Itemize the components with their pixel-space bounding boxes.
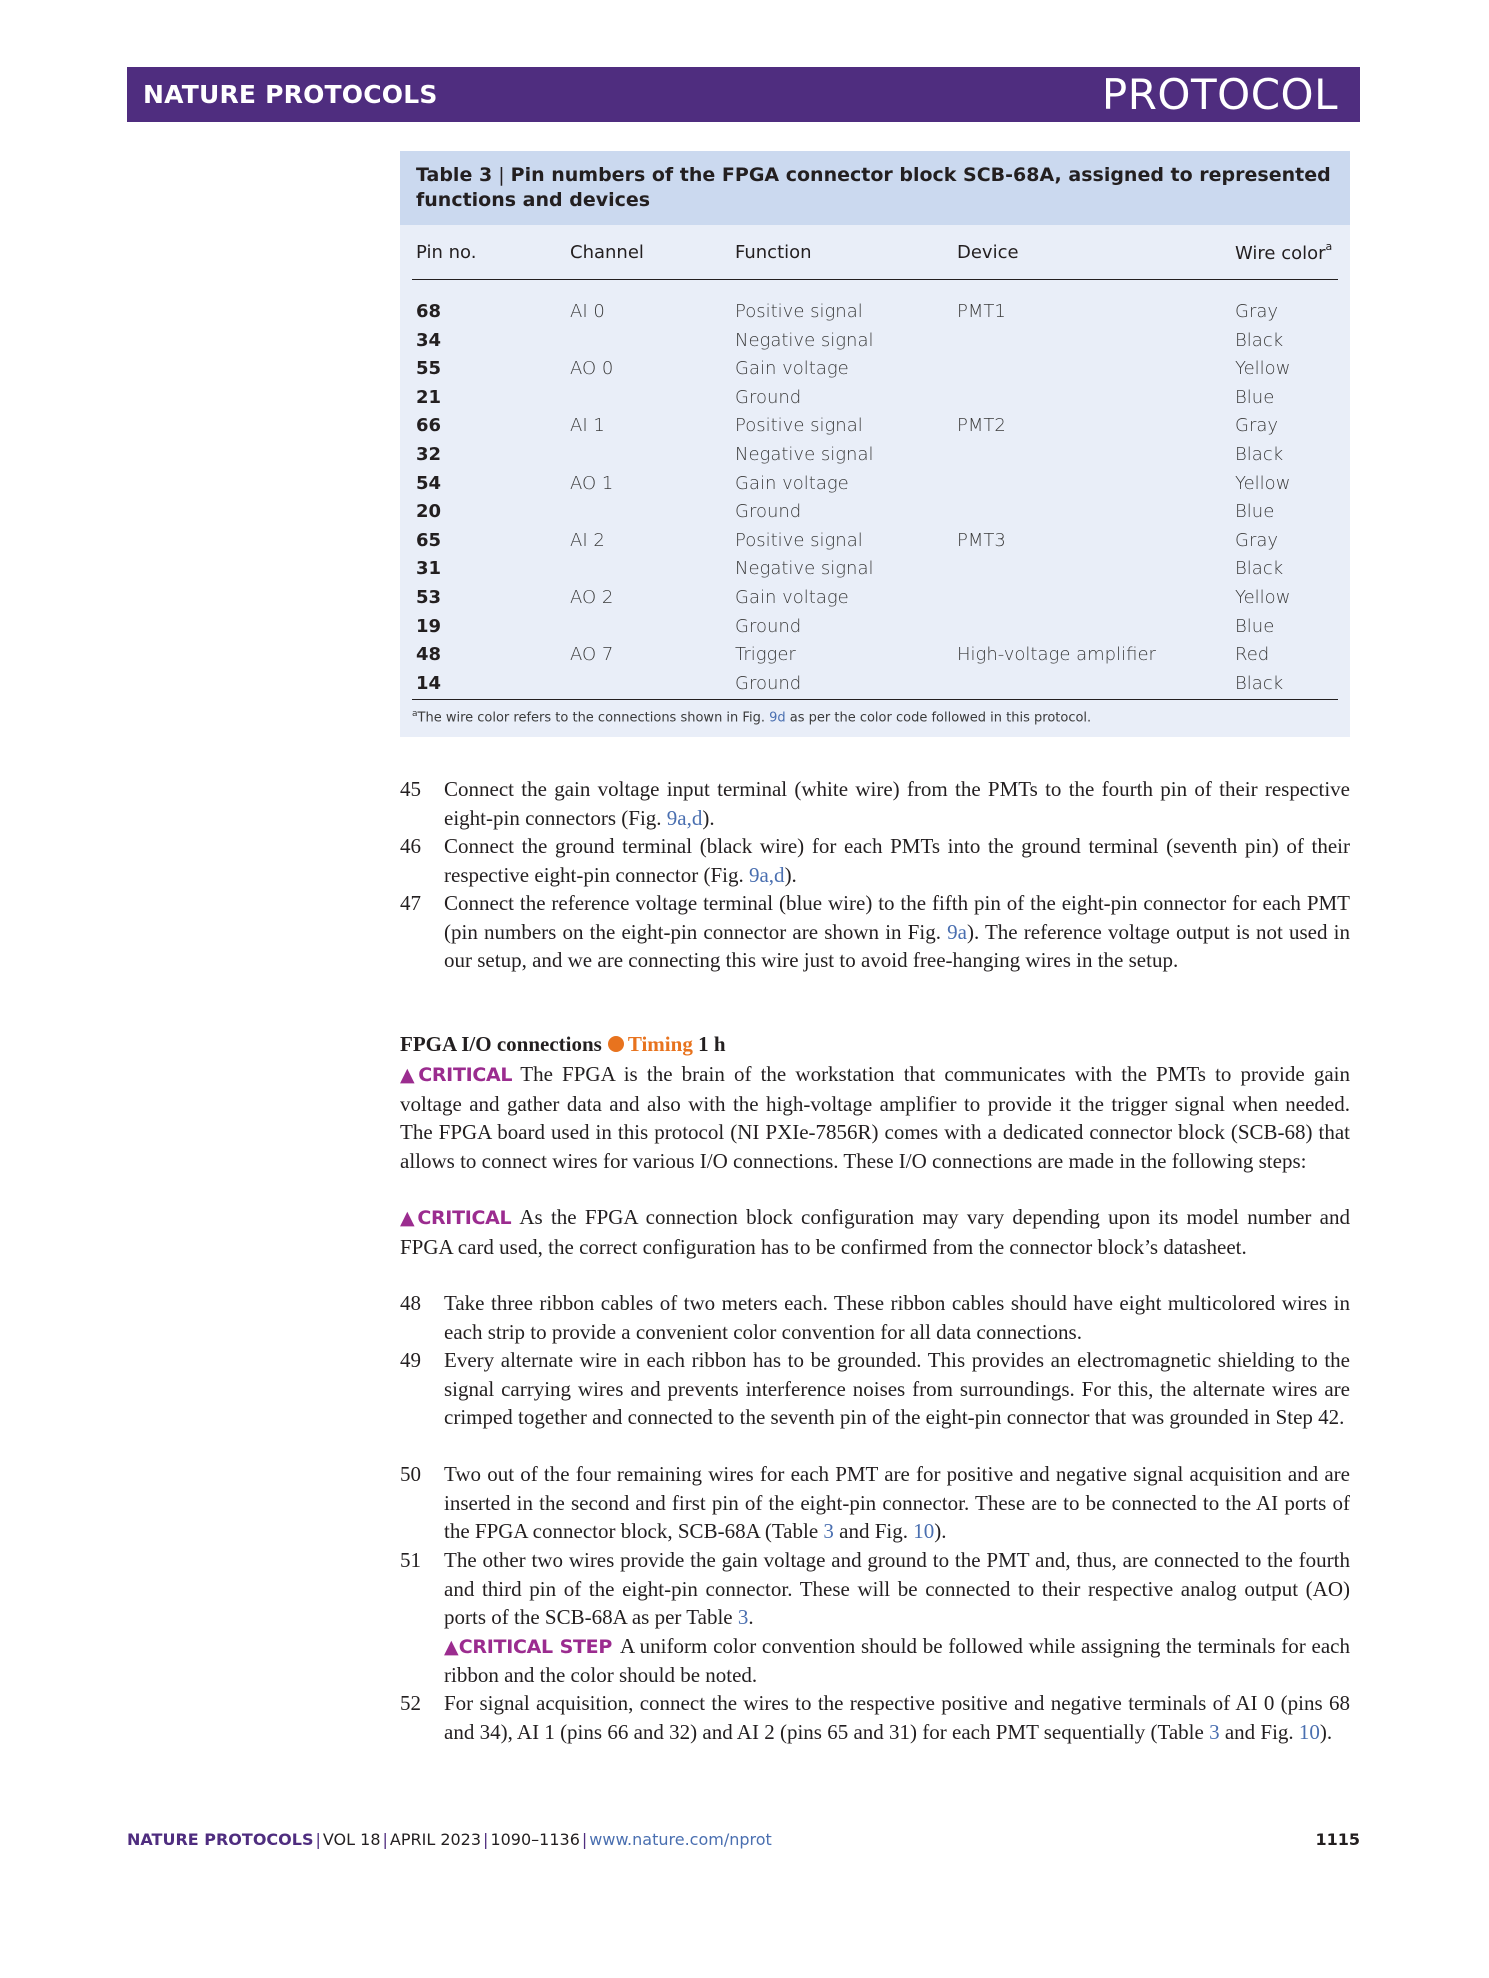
- table-cell: Yellow: [1235, 586, 1291, 608]
- table-row: [400, 554, 1350, 583]
- table-cell: Blue: [1235, 501, 1275, 523]
- page-number: 1115: [1315, 1830, 1360, 1849]
- table-cell: AI 0: [570, 301, 605, 322]
- table-body: [400, 297, 1350, 697]
- col-header: Wire color$^a$: [1235, 240, 1333, 264]
- table-row: [400, 383, 1350, 412]
- step-45: 45 Connect the gain voltage input terminal (white wire) from the PMTs to the fourth pin of their respective eight-pin connectors (Fig. 9a,d).: [400, 777, 1350, 830]
- table-cell: AI 2: [570, 529, 605, 551]
- table-cell: Gray: [1235, 529, 1279, 551]
- col-header: Channel: [570, 242, 644, 263]
- table-link[interactable]: 3: [823, 1519, 834, 1544]
- table-cell: Yellow: [1235, 358, 1291, 380]
- table-cell: 53: [416, 586, 442, 608]
- table-cell: Yellow: [1235, 472, 1291, 494]
- step-52: 52 For signal acquisition, connect the wires to the respective positive and negative terminals of AI 0 (pins 68 and 34), AI 1 (pins 66 and 32) and AI 2 (pins 65 and 31) for each PMT sequentially (Table 3 and Fig. 10).: [400, 1691, 1350, 1744]
- table-cell: Ground: [735, 501, 802, 523]
- fig-link[interactable]: 10: [1298, 1719, 1320, 1744]
- step-49: 49 Every alternate wire in each ribbon has to be grounded. This provides an electromagnetic shielding to the signal carrying wires and prevents interference noises from surroundings. For this, the alternate wires are crimped together and connected to the seventh pin of the eight-pin connector that was grounded in Step 42.: [400, 1348, 1350, 1430]
- table-cell: Black: [1235, 443, 1284, 465]
- fig-link[interactable]: 9a: [947, 919, 967, 944]
- table-cell: Black: [1235, 672, 1284, 694]
- fig-link[interactable]: 9d: [769, 710, 786, 726]
- table-cell: 48: [416, 644, 442, 666]
- step-47: 47 Connect the reference voltage terminal (blue wire) to the fifth pin of the eight-pin connector for each PMT (pin numbers on the eight-pin connector are shown in Fig. 9a). The reference voltage output is not used in our setup, and we are connecting this wire just to avoid free-hanging wires in the setup.: [400, 891, 1351, 973]
- table-cell: Gain voltage: [735, 586, 849, 608]
- table-cell: 19: [416, 615, 442, 637]
- table-cell: 66: [416, 415, 442, 437]
- footnote-marker: a: [1325, 240, 1333, 253]
- fig-link[interactable]: 10: [913, 1519, 935, 1544]
- table-cell: Red: [1235, 644, 1270, 666]
- bottom-rule: [412, 699, 1338, 700]
- table-row: [400, 612, 1350, 641]
- table-row: [400, 469, 1350, 498]
- footer-pages: 1090–1136: [490, 1830, 580, 1849]
- col-header: Device: [957, 242, 1019, 263]
- step-48: 48 Take three ribbon cables of two meters each. These ribbon cables should have eight multicolored wires in each strip to provide a convenient color convention for all data connections.: [400, 1291, 1350, 1344]
- table-cell: 65: [416, 529, 442, 551]
- table-cell: Negative signal: [735, 443, 874, 465]
- table-cell: Black: [1235, 558, 1284, 580]
- table-row: [400, 669, 1350, 698]
- table-cell: PMT2: [957, 415, 1006, 437]
- table-row: [400, 354, 1350, 383]
- table-cell: Ground: [735, 615, 802, 637]
- table-cell: AO 2: [570, 586, 614, 608]
- table-cell: High-voltage amplifier: [957, 644, 1156, 666]
- table-cell: Gain voltage: [735, 472, 849, 494]
- step-51: 51 The other two wires provide the gain voltage and ground to the PMT and, thus, are connected to the fourth and third pin of the eight-pin connector. These will be connected to their respective analog output (AO) ports of the SCB-68A as per Table 3. ▲CRITICAL STEP A uniform color convention should be followed while assigning the terminals for each ribbon and the color should be noted.: [400, 1548, 1350, 1688]
- table-footnote: $^a$The wire color refers to the connections shown in Fig. 9d as per the color code followed in this protocol.: [412, 709, 1092, 726]
- table-cell: Positive signal: [735, 529, 863, 551]
- table-cell: Negative signal: [735, 558, 874, 580]
- table-row: [400, 326, 1350, 355]
- table-row: [400, 440, 1350, 469]
- table-header: [400, 225, 1350, 279]
- table-cell: 20: [416, 501, 442, 523]
- timing-dot-icon: [608, 1036, 624, 1052]
- table-row: [400, 526, 1350, 555]
- header-banner: [127, 67, 1360, 122]
- table-row: [400, 411, 1350, 440]
- footer-url[interactable]: www.nature.com/nprot: [589, 1830, 772, 1849]
- table-cell: Black: [1235, 329, 1284, 351]
- step-50: 50 Two out of the four remaining wires for each PMT are for positive and negative signal acquisition and are inserted in the second and first pin of the eight-pin connector. These are to be connected to the AI ports of the FPGA connector block, SCB-68A (Table 3 and Fig. 10).: [400, 1462, 1350, 1544]
- table-cell: PMT3: [957, 529, 1006, 551]
- table-caption: Table 3 | Pin numbers of the FPGA connector block SCB-68A, assigned to represented functions and devices: [400, 151, 1350, 225]
- table-cell: 21: [416, 386, 442, 408]
- table-cell: 34: [416, 329, 442, 351]
- footer-date: APRIL 2023: [389, 1830, 482, 1849]
- table-cell: AO 7: [570, 644, 614, 666]
- table-cell: 54: [416, 472, 442, 494]
- table-cell: Ground: [735, 386, 802, 408]
- table-cell: AI 1: [570, 415, 605, 437]
- table-cell: Blue: [1235, 615, 1275, 637]
- critical-note-1: ▲CRITICAL The FPGA is the brain of the workstation that communicates with the PMTs to provide gain voltage and gather data and also with the high-voltage amplifier to provide it the trigger signal when needed. The FPGA board used in this protocol (NI PXIe-7856R) comes with a dedicated connector block (SCB-68) that allows to connect wires for various I/O connections. These I/O connections are made in the following steps:: [400, 1062, 1351, 1173]
- table-cell: PMT1: [957, 301, 1006, 322]
- fig-link[interactable]: 9a,d: [666, 805, 703, 830]
- table-cell: Positive signal: [735, 301, 863, 322]
- table-cell: AO 0: [570, 358, 614, 380]
- table-cell: Ground: [735, 672, 802, 694]
- table-cell: AO 1: [570, 472, 614, 494]
- table-cell: Trigger: [735, 644, 796, 666]
- table-cell: Positive signal: [735, 415, 863, 437]
- table-link[interactable]: 3: [1209, 1719, 1220, 1744]
- table-cell: 68: [416, 301, 442, 322]
- footer-journal: NATURE PROTOCOLS: [127, 1830, 314, 1849]
- critical-note-2: ▲CRITICAL As the FPGA connection block configuration may vary depending upon its model number and FPGA card used, the correct configuration has to be confirmed from the connector block’s datasheet.: [400, 1205, 1350, 1259]
- table-cell: Gain voltage: [735, 358, 849, 380]
- table-cell: 32: [416, 443, 442, 465]
- step-46: 46 Connect the ground terminal (black wire) for each PMTs into the ground terminal (seventh pin) of their respective eight-pin connector (Fig. 9a,d).: [400, 834, 1350, 887]
- col-header: Pin no.: [416, 242, 477, 263]
- table-row: [400, 640, 1350, 669]
- table-cell: Negative signal: [735, 329, 874, 351]
- table-cell: 31: [416, 558, 442, 580]
- page-footer: NATURE PROTOCOLS | VOL 18 | APRIL 2023 | 1090–1136 | www.nature.com/nprot 1115: [127, 1830, 1360, 1849]
- section-heading: FPGA I/O connections Timing 1 h: [400, 1032, 726, 1056]
- table-cell: Gray: [1235, 415, 1279, 437]
- critical-label: ▲CRITICAL: [400, 1207, 512, 1229]
- article-type: PROTOCOL: [1101, 70, 1338, 119]
- header-rule: [412, 279, 1338, 280]
- table-link[interactable]: 3: [737, 1605, 749, 1630]
- table-cell: Gray: [1235, 301, 1279, 322]
- col-header: Function: [735, 242, 812, 263]
- table-cell: 14: [416, 672, 442, 694]
- critical-label: ▲CRITICAL: [400, 1064, 513, 1086]
- table-row: [400, 583, 1350, 612]
- fig-link[interactable]: 9a,d: [748, 862, 785, 887]
- footer-volume: VOL 18: [322, 1830, 381, 1849]
- table-3: [400, 151, 1350, 737]
- table-cell: 55: [416, 358, 442, 380]
- journal-name: NATURE PROTOCOLS: [143, 80, 438, 109]
- table-row: [400, 497, 1350, 526]
- table-row: [400, 297, 1350, 326]
- table-cell: Blue: [1235, 386, 1275, 408]
- critical-step-label: ▲CRITICAL STEP: [444, 1635, 612, 1658]
